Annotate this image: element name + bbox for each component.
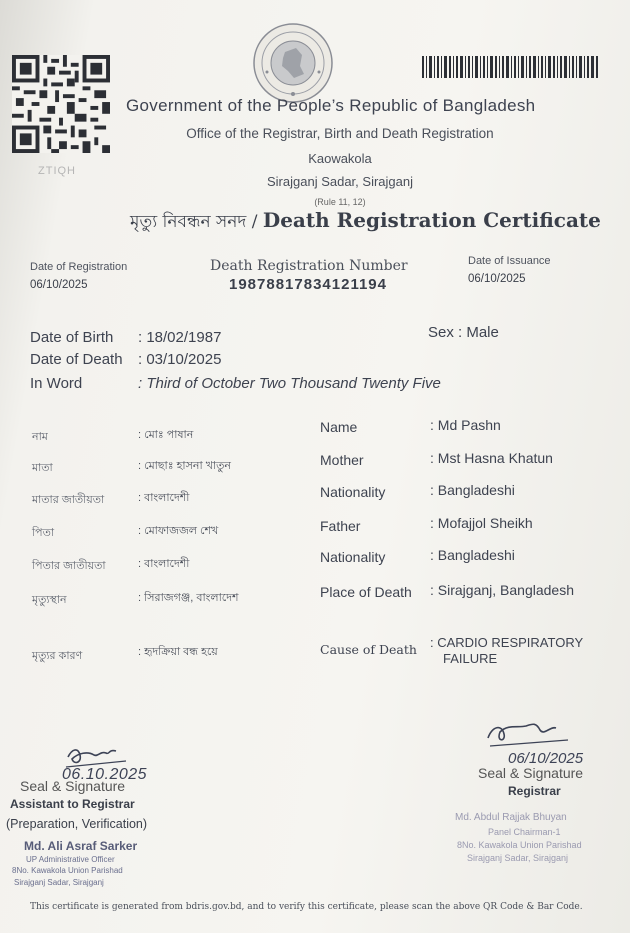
bn-value-mother-nationality: : বাংলাদেশী xyxy=(138,492,190,504)
date-of-issuance-label: Date of Issuance xyxy=(468,255,551,267)
left-seal-signature-label: Seal & Signature xyxy=(20,778,126,794)
en-value-cause-line2: FAILURE xyxy=(443,651,498,666)
registrar-stamp-line3: 8No. Kawakola Union Parishad xyxy=(457,840,582,850)
bn-label-father-nationality: পিতার জাতীয়তা xyxy=(32,560,106,572)
assistant-stamp-line1: UP Administrative Officer xyxy=(26,855,115,864)
registrar-role: Registrar xyxy=(508,784,561,798)
bn-value-name: : মোঃ পাষান xyxy=(138,429,194,441)
assistant-stamp-line3: Sirajganj Sadar, Sirajganj xyxy=(14,878,104,887)
office-title: Office of the Registrar, Birth and Death Registration xyxy=(186,126,494,141)
barcode xyxy=(422,56,598,78)
assistant-name-stamp: Md. Ali Asraf Sarker xyxy=(24,839,138,853)
registration-number-label: Death Registration Number xyxy=(210,258,408,274)
certificate-title-en: Death Registration Certificate xyxy=(262,208,601,232)
en-value-father-nationality: : Bangladeshi xyxy=(430,547,515,563)
en-value-place-of-death: : Sirajganj, Bangladesh xyxy=(430,582,574,598)
registrar-stamp-line4: Sirajganj Sadar, Sirajganj xyxy=(467,853,569,863)
footer-note: This certificate is generated from bdris.gov.bd, and to verify this certificate, please scan the above QR Code & Bar Code. xyxy=(30,902,583,912)
en-label-father: Father xyxy=(320,518,361,534)
right-seal-signature-label: Seal & Signature xyxy=(478,765,584,781)
registration-number-value: 19878817834121194 xyxy=(229,276,387,293)
assistant-stamp-line2: 8No. Kawakola Union Parishad xyxy=(12,866,123,875)
certificate-title-bn: মৃত্যু নিবন্ধন সনদ / xyxy=(130,212,263,232)
bn-value-cause: : হৃদক্রিয়া বন্ধ হয়ে xyxy=(138,646,218,658)
government-seal-icon xyxy=(252,22,334,104)
date-of-issuance-value: 06/10/2025 xyxy=(468,273,526,285)
qr-code xyxy=(12,55,110,153)
rule-reference: (Rule 11, 12) xyxy=(314,197,366,207)
bn-value-father: : মোফাজজল শেখ xyxy=(138,525,219,537)
dod-value: : 03/10/2025 xyxy=(138,351,222,368)
en-value-name: : Md Pashn xyxy=(430,417,501,433)
inword-label: In Word xyxy=(30,375,83,392)
district-name: Sirajganj Sadar, Sirajganj xyxy=(267,174,413,189)
bn-value-place-of-death: : সিরাজগঞ্জ, বাংলাদেশ xyxy=(138,592,239,604)
en-label-mother-nationality: Nationality xyxy=(320,484,386,500)
bn-label-mother: মাতা xyxy=(32,462,53,474)
assistant-role-sub: (Preparation, Verification) xyxy=(6,817,148,831)
en-label-mother: Mother xyxy=(320,452,364,468)
en-label-father-nationality: Nationality xyxy=(320,549,386,565)
assistant-role: Assistant to Registrar xyxy=(10,797,135,811)
dob-label: Date of Birth xyxy=(30,329,114,346)
date-of-registration-label: Date of Registration xyxy=(30,261,128,273)
bn-value-father-nationality: : বাংলাদেশী xyxy=(138,558,190,570)
bn-value-mother: : মোছাঃ হাসনা খাতুন xyxy=(138,460,231,472)
en-label-place-of-death: Place of Death xyxy=(320,584,412,600)
bn-label-place-of-death: মৃত্যুস্থান xyxy=(32,594,67,606)
qr-code-label: ZTIQH xyxy=(38,165,76,177)
bn-label-father: পিতা xyxy=(32,527,55,539)
government-title: Government of the People’s Republic of Bangladesh xyxy=(126,96,536,115)
inword-value: : Third of October Two Thousand Twenty Five xyxy=(138,375,441,392)
en-label-cause: Cause of Death xyxy=(320,642,417,657)
bn-label-name: নাম xyxy=(32,431,48,443)
en-value-cause-line1: : CARDIO RESPIRATORY xyxy=(430,635,584,650)
sex-value: Sex : Male xyxy=(428,324,499,341)
bn-label-cause: মৃত্যুর কারণ xyxy=(32,650,83,662)
en-label-name: Name xyxy=(320,419,358,435)
certificate-title xyxy=(130,208,601,237)
en-value-father: : Mofajjol Sheikh xyxy=(430,515,533,531)
date-of-registration-value: 06/10/2025 xyxy=(30,279,88,291)
dob-value: : 18/02/1987 xyxy=(138,329,222,346)
en-value-mother: : Mst Hasna Khatun xyxy=(430,450,553,466)
registrar-handwritten-date: 06/10/2025 xyxy=(508,750,584,767)
dod-label: Date of Death xyxy=(30,351,123,368)
en-value-mother-nationality: : Bangladeshi xyxy=(430,482,515,498)
union-name: Kaowakola xyxy=(308,151,372,166)
bn-label-mother-nationality: মাতার জাতীয়তা xyxy=(32,494,105,506)
assistant-handwritten-date: 06.10.2025 xyxy=(62,766,148,783)
registrar-stamp-line2: Panel Chairman-1 xyxy=(488,827,561,837)
registrar-stamp-line1: Md. Abdul Rajjak Bhuyan xyxy=(455,812,567,823)
